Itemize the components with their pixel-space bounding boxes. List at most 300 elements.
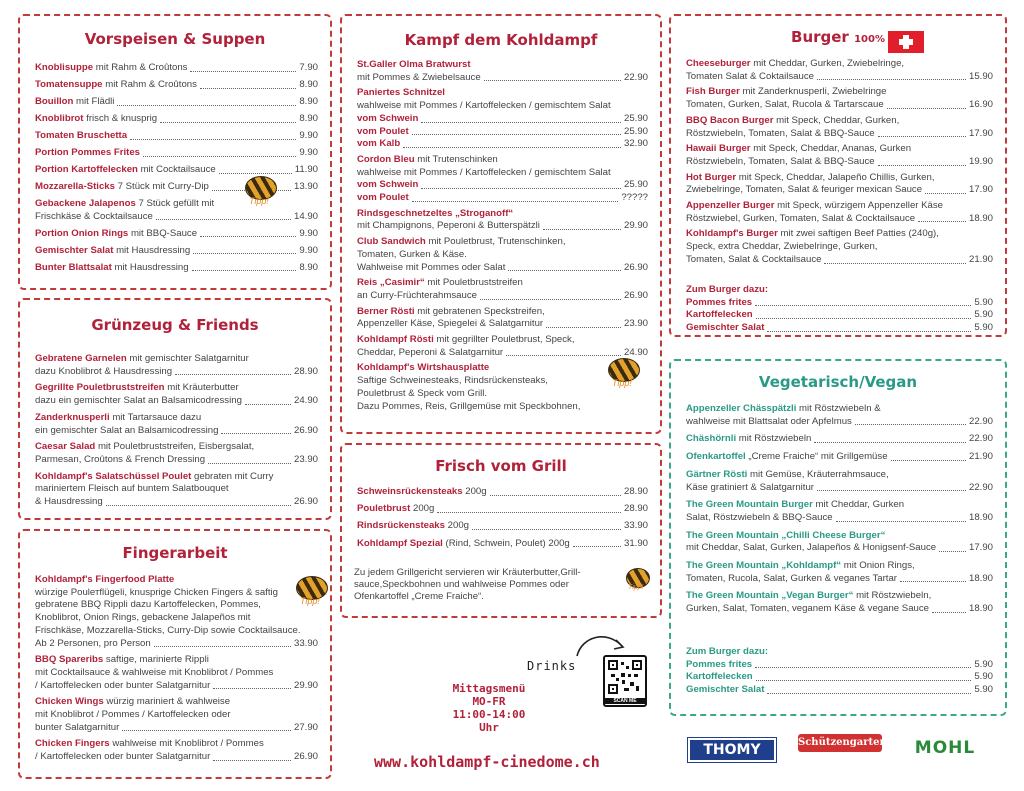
menu-item-text bbox=[357, 154, 498, 167]
menu-item-line bbox=[686, 512, 993, 525]
menu-item-text bbox=[35, 147, 140, 160]
menu-item-price: 22.90 bbox=[968, 433, 993, 445]
menu-item-text bbox=[686, 228, 939, 241]
menu-item-name: Chäshörnli bbox=[686, 433, 737, 445]
menu-item-name: Fish Burger bbox=[686, 86, 740, 98]
menu-item-name: Kohldampf Spezial bbox=[357, 537, 443, 549]
extra-name: Kartoffelecken bbox=[686, 309, 753, 321]
variant-label: vom Schwein bbox=[357, 179, 419, 191]
menu-item-desc: mit Onion Rings, bbox=[843, 560, 915, 572]
menu-item-text bbox=[686, 115, 899, 128]
menu-item-desc: Käse gratiniert & Salatgarnitur bbox=[686, 481, 814, 493]
menu-item-price: 9.90 bbox=[299, 147, 318, 158]
menu-item bbox=[686, 115, 993, 140]
menu-item bbox=[35, 198, 318, 223]
menu-item-text bbox=[357, 503, 434, 516]
menu-item-name: Pouletbrust bbox=[357, 503, 411, 515]
menu-item-desc: Knoblibrot, Onion Rings, gebackene Jalapeños mit bbox=[35, 612, 251, 624]
menu-item-name: The Green Mountain Burger bbox=[686, 499, 813, 511]
dot-leader bbox=[932, 612, 966, 613]
dot-leader bbox=[412, 201, 619, 202]
section-title: Vorspeisen & Suppen bbox=[84, 30, 266, 48]
menu-item-header bbox=[357, 236, 648, 249]
menu-item-price: 33.90 bbox=[623, 520, 648, 532]
menu-item-variant bbox=[357, 113, 648, 126]
tipp-label: Tipp! bbox=[628, 584, 644, 591]
section-title: Vegetarisch/Vegan bbox=[758, 373, 918, 391]
menu-item-price: 17.90 bbox=[968, 127, 993, 139]
menu-item-desc: wahlweise mit Knoblibrot / Pommes bbox=[112, 738, 264, 750]
menu-item-desc: & Hausdressing bbox=[35, 496, 103, 508]
extras-title: Zum Burger dazu: bbox=[686, 646, 769, 657]
menu-item-name: Reis „Casimir“ bbox=[357, 277, 425, 289]
variant-price: ????? bbox=[621, 192, 648, 204]
menu-item-name: Ofenkartoffel bbox=[686, 451, 746, 463]
menu-item-desc: Appenzeller Käse, Spiegelei & Salatgarnitur bbox=[357, 318, 544, 330]
menu-item-line bbox=[357, 100, 648, 113]
menu-item-header bbox=[686, 403, 993, 416]
menu-item-desc: mit Trutenschinken bbox=[417, 153, 498, 165]
menu-item-name: Knoblisuppe bbox=[35, 62, 94, 73]
dot-leader bbox=[756, 318, 972, 319]
menu-item-desc: mit Röstzwiebeln, bbox=[856, 590, 932, 602]
menu-item-price: 31.90 bbox=[623, 537, 648, 549]
dot-leader bbox=[855, 424, 966, 425]
menu-item-header bbox=[686, 590, 993, 603]
menu-item-name: Bouillon bbox=[35, 96, 74, 107]
menu-item-desc: Röstzwiebeln, Tomaten, Salat & BBQ-Sauce bbox=[686, 127, 875, 139]
qr-code-icon bbox=[608, 660, 642, 694]
menu-item-header bbox=[357, 503, 648, 516]
arrow-icon bbox=[572, 628, 632, 658]
dot-leader bbox=[154, 646, 291, 647]
menu-item-price: 22.90 bbox=[968, 415, 993, 427]
menu-item-price: 15.90 bbox=[968, 70, 993, 82]
menu-item-line bbox=[35, 709, 318, 722]
section-fingerarbeit bbox=[18, 529, 332, 779]
menu-item-text bbox=[686, 560, 915, 573]
menu-item bbox=[686, 530, 993, 555]
website-link[interactable]: www.kohldampf-cinedome.ch bbox=[374, 753, 600, 771]
menu-item-desc: mit Tartarsauce dazu bbox=[112, 411, 202, 423]
menu-item-desc: Ab 2 Personen, pro Person bbox=[35, 637, 151, 649]
menu-item-text bbox=[686, 200, 943, 213]
menu-item-name: Appenzeller Burger bbox=[686, 200, 775, 212]
menu-item-text bbox=[686, 86, 886, 99]
menu-item-price: 8.90 bbox=[299, 261, 318, 273]
menu-item-text bbox=[357, 59, 471, 72]
menu-item-text bbox=[35, 113, 157, 126]
menu-item-header bbox=[35, 262, 318, 275]
menu-item-text bbox=[686, 143, 911, 156]
menu-item-desc: Tomaten, Gurken, Salat, Rucola & Tartarscaue bbox=[686, 99, 884, 111]
menu-item-desc: mit Cheddar, Gurken, Zwiebelringe, bbox=[753, 58, 905, 69]
menu-item bbox=[35, 130, 318, 143]
menu-item-line bbox=[357, 249, 648, 262]
menu-item-line bbox=[357, 347, 648, 360]
dot-leader bbox=[925, 193, 966, 194]
menu-item-desc: ein gemischter Salat an Balsamicodressing bbox=[35, 424, 219, 436]
menu-item-desc: Tomaten, Salat & Cocktailsauce bbox=[686, 253, 822, 265]
menu-item-desc: Röstzwiebel, Gurken, Tomaten, Salat & Cocktailsauce bbox=[686, 212, 916, 224]
menu-item-header bbox=[35, 147, 318, 160]
menu-item-desc: (Rind, Schwein, Poulet) 200g bbox=[445, 537, 570, 549]
menu-item-desc: 7 Stück mit Curry-Dip bbox=[117, 181, 209, 192]
menu-item-desc: Frischkäse, Mozzarella-Sticks, Curry-Dip sowie Cocktailsauce. bbox=[35, 624, 301, 636]
menu-item-name: Portion Pommes Frites bbox=[35, 147, 141, 158]
menu-item-text bbox=[35, 181, 209, 194]
menu-item-desc: mit BBQ-Sauce bbox=[130, 227, 198, 239]
menu-item bbox=[35, 574, 318, 650]
menu-item-desc: dazu ein gemischter Salat an Balsamicodressing bbox=[35, 395, 242, 407]
menu-item-desc: Tomaten, Gurken & Käse. bbox=[357, 248, 467, 260]
extra-item bbox=[686, 671, 993, 684]
menu-item-header bbox=[686, 200, 993, 213]
menu-item bbox=[686, 433, 993, 446]
menu-item-desc: Röstzwiebeln, Tomaten, Salat & BBQ-Sauce bbox=[686, 155, 875, 167]
menu-item-line bbox=[357, 167, 648, 180]
menu-item-text bbox=[35, 262, 189, 275]
menu-item-line bbox=[357, 72, 648, 85]
menu-item bbox=[686, 200, 993, 225]
menu-item-desc: bunter Salatgarnitur bbox=[35, 721, 120, 733]
menu-item bbox=[357, 154, 648, 205]
extra-name: Kartoffelecken bbox=[686, 671, 753, 683]
menu-item-name: Rindsrückensteaks bbox=[357, 520, 445, 532]
menu-item-header bbox=[35, 696, 318, 709]
menu-item-price: 26.90 bbox=[623, 289, 648, 301]
dot-leader bbox=[421, 188, 621, 189]
menu-item-name: Chicken Wings bbox=[35, 696, 104, 708]
dot-leader bbox=[193, 253, 296, 254]
dot-leader bbox=[817, 79, 966, 80]
menu-item-header bbox=[35, 164, 318, 177]
extra-item bbox=[686, 659, 993, 672]
tipp-badge bbox=[608, 358, 638, 388]
menu-item bbox=[357, 59, 648, 84]
menu-item-name: Rindsgeschnetzeltes „Stroganoff“ bbox=[357, 207, 514, 219]
menu-item bbox=[35, 79, 318, 92]
menu-item-desc: mit Pommes & Zwiebelsauce bbox=[357, 71, 481, 83]
menu-item-header bbox=[35, 96, 318, 109]
menu-item-desc: mariniertem Fleisch auf buntem Salatbouquet bbox=[35, 483, 229, 495]
menu-item bbox=[357, 334, 648, 359]
menu-item-header bbox=[357, 538, 648, 551]
dot-leader bbox=[878, 136, 966, 137]
menu-item-desc: Tomaten, Rucola, Salat, Gurken & veganes Tartar bbox=[686, 572, 897, 584]
burger-extras bbox=[686, 284, 993, 335]
dot-leader bbox=[817, 490, 966, 491]
variant-label: vom Schwein bbox=[357, 112, 419, 124]
menu-item bbox=[35, 113, 318, 126]
menu-item-header bbox=[35, 738, 318, 751]
menu-item-header bbox=[686, 58, 993, 71]
dot-leader bbox=[508, 270, 621, 271]
menu-item-desc: mit gegrillter Pouletbrust, Speck, bbox=[436, 334, 575, 346]
menu-item-header bbox=[35, 228, 318, 241]
section-title: Frisch vom Grill bbox=[435, 457, 567, 475]
menu-item bbox=[357, 486, 648, 499]
dot-leader bbox=[836, 521, 966, 522]
menu-item-text bbox=[686, 58, 904, 71]
menu-item-text bbox=[35, 471, 273, 484]
dot-leader bbox=[219, 173, 292, 174]
menu-item-text bbox=[35, 382, 239, 395]
menu-item-desc: mit Röstzwiebeln & bbox=[799, 403, 881, 414]
menu-item-line bbox=[686, 241, 993, 254]
menu-item-name: Gebratene Garnelen bbox=[35, 353, 127, 364]
menu-item-line bbox=[357, 290, 648, 303]
menu-item-text bbox=[35, 412, 201, 425]
menu-item-header bbox=[35, 245, 318, 258]
menu-item-header bbox=[35, 441, 318, 454]
swiss-flag-icon bbox=[888, 31, 924, 53]
qr-code[interactable] bbox=[603, 655, 647, 707]
menu-item-header bbox=[357, 306, 648, 319]
menu-item-price: 22.90 bbox=[968, 481, 993, 493]
menu-item-line bbox=[357, 262, 648, 275]
menu-item-price: 27.90 bbox=[293, 721, 318, 733]
menu-item-line bbox=[357, 220, 648, 233]
menu-item-line bbox=[686, 482, 993, 495]
menu-item-header bbox=[35, 130, 318, 143]
menu-item-text bbox=[35, 245, 190, 258]
menu-item-line bbox=[686, 128, 993, 141]
menu-item-desc: mit Speck, würzigem Appenzeller Käse bbox=[777, 200, 944, 212]
dot-leader bbox=[412, 134, 621, 135]
menu-item-name: Knoblibrot bbox=[35, 113, 84, 124]
tipp-badge bbox=[296, 576, 326, 606]
menu-item-name: BBQ Bacon Burger bbox=[686, 114, 774, 126]
extra-name: Gemischter Salat bbox=[686, 322, 765, 334]
menu-item-line bbox=[35, 366, 318, 379]
menu-item bbox=[35, 738, 318, 763]
menu-item-line bbox=[35, 454, 318, 467]
menu-item-text bbox=[35, 62, 187, 75]
section-title: Fingerarbeit bbox=[122, 544, 228, 562]
menu-item-text bbox=[686, 590, 931, 603]
schuetzengarten-logo: Schützengarten bbox=[798, 734, 882, 752]
menu-item-desc: würzig mariniert & wahlweise bbox=[106, 696, 231, 708]
menu-item bbox=[35, 441, 318, 466]
menu-item-desc: mit gemischter Salatgarnitur bbox=[129, 353, 249, 364]
menu-item-name: Schweinsrückensteaks bbox=[357, 486, 463, 497]
menu-item-price: 9.90 bbox=[299, 244, 318, 256]
menu-item-line bbox=[357, 318, 648, 331]
tipp-badge bbox=[245, 176, 275, 206]
dot-leader bbox=[900, 581, 966, 582]
mohl-logo: MOHL bbox=[914, 738, 976, 758]
dot-leader bbox=[208, 463, 291, 464]
dot-leader bbox=[213, 688, 291, 689]
menu-item-header bbox=[35, 62, 318, 75]
menu-list bbox=[357, 486, 648, 550]
burger-badge: 100% bbox=[854, 34, 885, 45]
menu-item-text bbox=[35, 353, 249, 366]
menu-item-desc: mit Pouletbruststreifen, Eisbergsalat, bbox=[97, 441, 255, 453]
menu-item-name: Hot Burger bbox=[686, 171, 737, 183]
menu-item-name: Club Sandwich bbox=[357, 236, 426, 248]
menu-item bbox=[686, 58, 993, 83]
menu-item-header bbox=[686, 115, 993, 128]
dot-leader bbox=[192, 270, 297, 271]
menu-item-desc: Cheddar, Peperoni & Salatgarnitur bbox=[357, 346, 504, 358]
menu-item-text bbox=[35, 228, 197, 241]
dot-leader bbox=[814, 442, 966, 443]
menu-item-line bbox=[686, 542, 993, 555]
dot-leader bbox=[221, 433, 291, 434]
menu-item-text bbox=[686, 433, 811, 446]
menu-item-text bbox=[35, 574, 174, 587]
dot-leader bbox=[190, 71, 296, 72]
menu-item-header bbox=[686, 172, 993, 185]
menu-item-desc: mit Speck, Cheddar, Ananas, Gurken bbox=[753, 143, 912, 155]
section-burger bbox=[669, 14, 1007, 337]
menu-item-name: Mozzarella-Sticks bbox=[35, 181, 115, 192]
menu-item-name: Appenzeller Chässpätzli bbox=[686, 403, 797, 414]
menu-item-desc: mit gebratenen Speckstreifen, bbox=[417, 305, 545, 317]
tipp-label: Tipp! bbox=[612, 378, 632, 388]
menu-item-name: Portion Onion Rings bbox=[35, 227, 129, 239]
extra-price: 5.90 bbox=[974, 684, 993, 696]
dot-leader bbox=[767, 331, 971, 332]
menu-item-name: Kohldampf Rösti bbox=[357, 334, 434, 346]
menu-item-text bbox=[357, 538, 570, 551]
menu-item bbox=[686, 228, 993, 266]
menu-item-name: Chicken Fingers bbox=[35, 738, 110, 750]
menu-item-header bbox=[35, 198, 318, 211]
menu-item-header bbox=[35, 79, 318, 92]
dot-leader bbox=[200, 88, 296, 89]
extras-title: Zum Burger dazu: bbox=[686, 284, 769, 295]
menu-item bbox=[357, 538, 648, 551]
menu-item-header bbox=[357, 59, 648, 72]
thomy-logo: THOMY bbox=[688, 738, 776, 762]
menu-item bbox=[686, 590, 993, 615]
menu-item-name: Tomatensuppe bbox=[35, 79, 103, 90]
menu-item-price: 11.90 bbox=[294, 164, 318, 175]
menu-item-line bbox=[686, 213, 993, 226]
menu-item-desc: mit Hausdressing bbox=[116, 244, 191, 256]
menu-item-name: Berner Rösti bbox=[357, 305, 415, 317]
dot-leader bbox=[403, 147, 621, 148]
menu-list bbox=[357, 59, 648, 413]
menu-item-desc: saftige, marinierte Rippli bbox=[105, 654, 209, 666]
menu-item-variant bbox=[357, 126, 648, 139]
extra-price: 5.90 bbox=[974, 322, 993, 334]
menu-item-header bbox=[686, 143, 993, 156]
menu-item-desc: mit Cheddar, Salat, Gurken, Jalapeños & Honigsenf-Sauce bbox=[686, 542, 937, 554]
menu-item-line bbox=[35, 483, 318, 496]
tipp-label: Tipp! bbox=[249, 196, 269, 206]
menu-item-line bbox=[35, 625, 318, 638]
menu-item-text bbox=[357, 306, 545, 319]
extra-name: Pommes frites bbox=[686, 296, 753, 308]
menu-item-line bbox=[686, 573, 993, 586]
menu-item-desc: mit Gemüse, Kräuterrahmsauce, bbox=[749, 468, 889, 480]
burger-title: Burger bbox=[791, 28, 849, 46]
menu-item bbox=[357, 87, 648, 151]
menu-item bbox=[686, 560, 993, 585]
menu-item bbox=[357, 306, 648, 331]
menu-item-desc: mit Hausdressing bbox=[114, 261, 189, 273]
dot-leader bbox=[573, 546, 621, 547]
menu-item-price: 26.90 bbox=[293, 496, 318, 508]
menu-item-desc: mit Röstzwiebeln bbox=[738, 433, 812, 445]
menu-item-text bbox=[35, 79, 197, 92]
menu-item-desc: mit Kräuterbutter bbox=[167, 382, 239, 394]
menu-item-desc: 7 Stück gefüllt mit bbox=[138, 198, 215, 209]
menu-item-header bbox=[357, 87, 648, 100]
menu-item-price: 8.90 bbox=[299, 113, 318, 124]
extra-price: 5.90 bbox=[974, 658, 993, 670]
menu-item-desc: mit Champignons, Peperoni & Butterspätzli bbox=[357, 220, 540, 232]
lunch-unit: Uhr bbox=[479, 721, 499, 734]
menu-item-line bbox=[35, 425, 318, 438]
menu-item-name: Caesar Salad bbox=[35, 441, 96, 453]
dot-leader bbox=[160, 122, 296, 123]
menu-item-text bbox=[686, 172, 934, 185]
menu-item-header bbox=[357, 334, 648, 347]
menu-item-desc: Gurken, Salat, Tomaten, veganem Käse & vegane Sauce bbox=[686, 603, 930, 615]
dot-leader bbox=[480, 299, 621, 300]
menu-item-desc: 200g bbox=[412, 503, 435, 515]
menu-item-header bbox=[35, 412, 318, 425]
menu-item-desc: Wahlweise mit Pommes oder Salat bbox=[357, 261, 506, 273]
menu-item-text bbox=[686, 530, 885, 543]
menu-item-price: 28.90 bbox=[293, 365, 318, 377]
menu-item bbox=[686, 451, 993, 464]
menu-item-line bbox=[686, 416, 993, 429]
menu-item bbox=[35, 696, 318, 734]
lunch-days: MO-FR bbox=[472, 695, 506, 708]
menu-item bbox=[35, 62, 318, 75]
menu-item-line bbox=[35, 667, 318, 680]
menu-item-header bbox=[686, 451, 993, 464]
menu-item-text bbox=[357, 236, 565, 249]
menu-item-price: 21.90 bbox=[968, 253, 993, 265]
menu-item-header bbox=[35, 353, 318, 366]
dot-leader bbox=[506, 355, 621, 356]
menu-item-price: 9.90 bbox=[299, 130, 318, 141]
menu-item-name: Cheeseburger bbox=[686, 58, 751, 69]
menu-item-desc: frisch & knusprig bbox=[86, 113, 158, 124]
extra-item bbox=[686, 322, 993, 335]
menu-item-desc: mit Speck, Cheddar, Gurken, bbox=[776, 114, 900, 126]
menu-item-header bbox=[35, 574, 318, 587]
menu-item-price: 29.90 bbox=[293, 679, 318, 691]
menu-item bbox=[35, 262, 318, 275]
variant-label: vom Poulet bbox=[357, 192, 409, 204]
scan-me-label: SCAN ME bbox=[605, 698, 645, 704]
menu-item bbox=[357, 362, 648, 413]
lunch-title: Mittagsmenü bbox=[452, 682, 526, 695]
menu-item-header bbox=[357, 154, 648, 167]
menu-item-desc: 200g bbox=[447, 520, 469, 532]
menu-item-price: 23.90 bbox=[293, 453, 318, 465]
menu-item bbox=[686, 143, 993, 168]
menu-item bbox=[686, 172, 993, 197]
menu-item-price: 18.90 bbox=[968, 572, 993, 584]
menu-item-header bbox=[686, 469, 993, 482]
menu-item bbox=[35, 382, 318, 407]
menu-item-desc: mit Flädli bbox=[76, 96, 115, 107]
dot-leader bbox=[490, 495, 621, 496]
menu-item bbox=[35, 471, 318, 509]
menu-item-price: 33.90 bbox=[293, 637, 318, 649]
menu-item-header bbox=[357, 486, 648, 499]
menu-item-text bbox=[357, 277, 523, 290]
